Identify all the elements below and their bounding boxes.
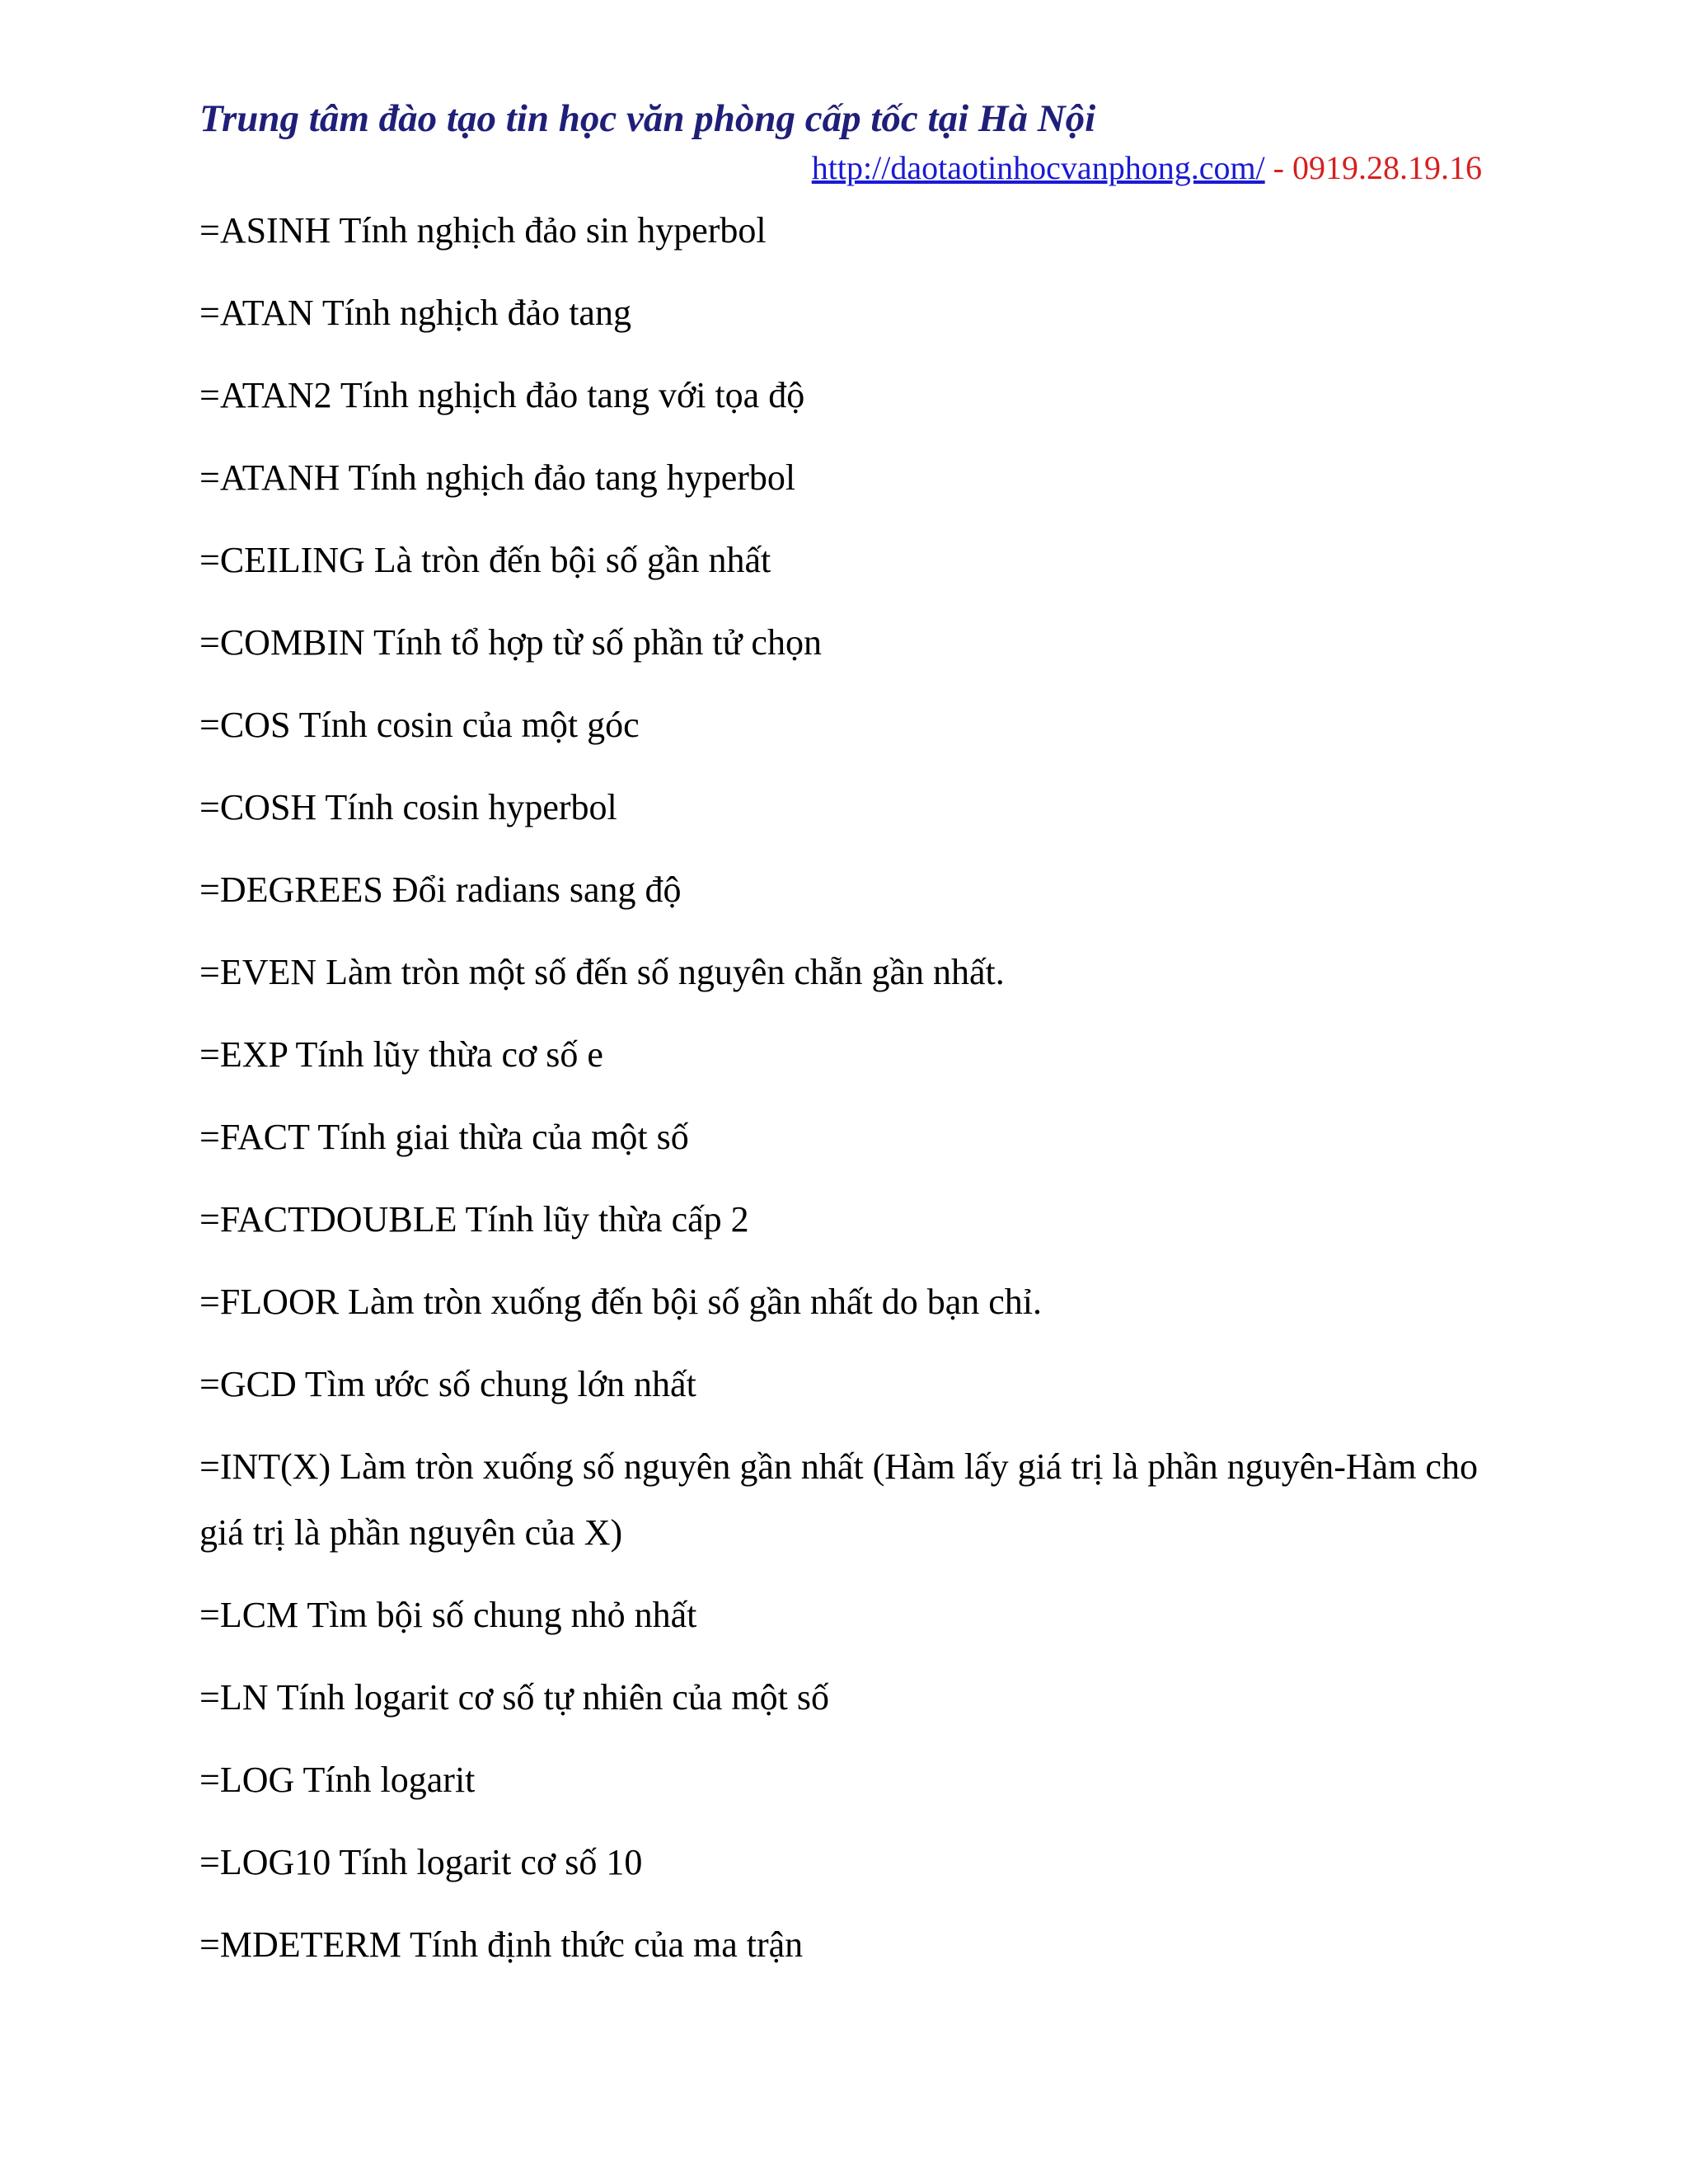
function-entry: =INT(X) Làm tròn xuống số nguyên gần nhất (Hàm lấy giá trị là phần nguyên-Hàm cho giá trị là phần nguyên của X) <box>199 1446 1478 1553</box>
function-list <box>199 198 1485 1994</box>
function-entry: =EVEN Làm tròn một số đến số nguyên chẵn gần nhất. <box>199 952 1005 992</box>
function-entry: =FLOOR Làm tròn xuống đến bội số gần nhất do bạn chỉ. <box>199 1282 1043 1322</box>
function-entry: =LN Tính logarit cơ số tự nhiên của một số <box>199 1677 830 1718</box>
function-entry: =ATANH Tính nghịch đảo tang hyperbol <box>199 457 796 498</box>
function-entry: =LOG Tính logarit <box>199 1760 476 1800</box>
function-entry: =LOG10 Tính logarit cơ số 10 <box>199 1842 643 1882</box>
function-entry: =MDETERM Tính định thức của ma trận <box>199 1924 804 1965</box>
function-entry: =EXP Tính lũy thừa cơ số e <box>199 1034 603 1075</box>
function-entry: =DEGREES Đổi radians sang độ <box>199 869 682 910</box>
function-entry: =LCM Tìm bội số chung nhỏ nhất <box>199 1595 697 1635</box>
function-entry: =CEILING Là tròn đến bội số gần nhất <box>199 540 771 580</box>
header-separator: - <box>1264 149 1292 186</box>
function-entry: =ASINH Tính nghịch đảo sin hyperbol <box>199 210 767 251</box>
function-entry: =ATAN Tính nghịch đảo tang <box>199 293 631 333</box>
phone-number: 0919.28.19.16 <box>1292 149 1482 186</box>
function-entry: =ATAN2 Tính nghịch đảo tang với tọa độ <box>199 375 805 415</box>
function-entry: =COS Tính cosin của một góc <box>199 705 640 745</box>
function-entry: =COSH Tính cosin hyperbol <box>199 787 617 827</box>
website-link[interactable]: http://daotaotinhocvanphong.com/ <box>811 149 1265 186</box>
function-entry: =COMBIN Tính tổ hợp từ số phần tử chọn <box>199 622 822 663</box>
function-entry: =FACT Tính giai thừa của một số <box>199 1117 689 1157</box>
header-title: Trung tâm đào tạo tin học văn phòng cấp tốc tại Hà Nội <box>199 97 1096 140</box>
header-contact <box>812 148 1482 188</box>
function-entry: =FACTDOUBLE Tính lũy thừa cấp 2 <box>199 1199 749 1240</box>
function-entry: =GCD Tìm ước số chung lớn nhất <box>199 1364 696 1404</box>
